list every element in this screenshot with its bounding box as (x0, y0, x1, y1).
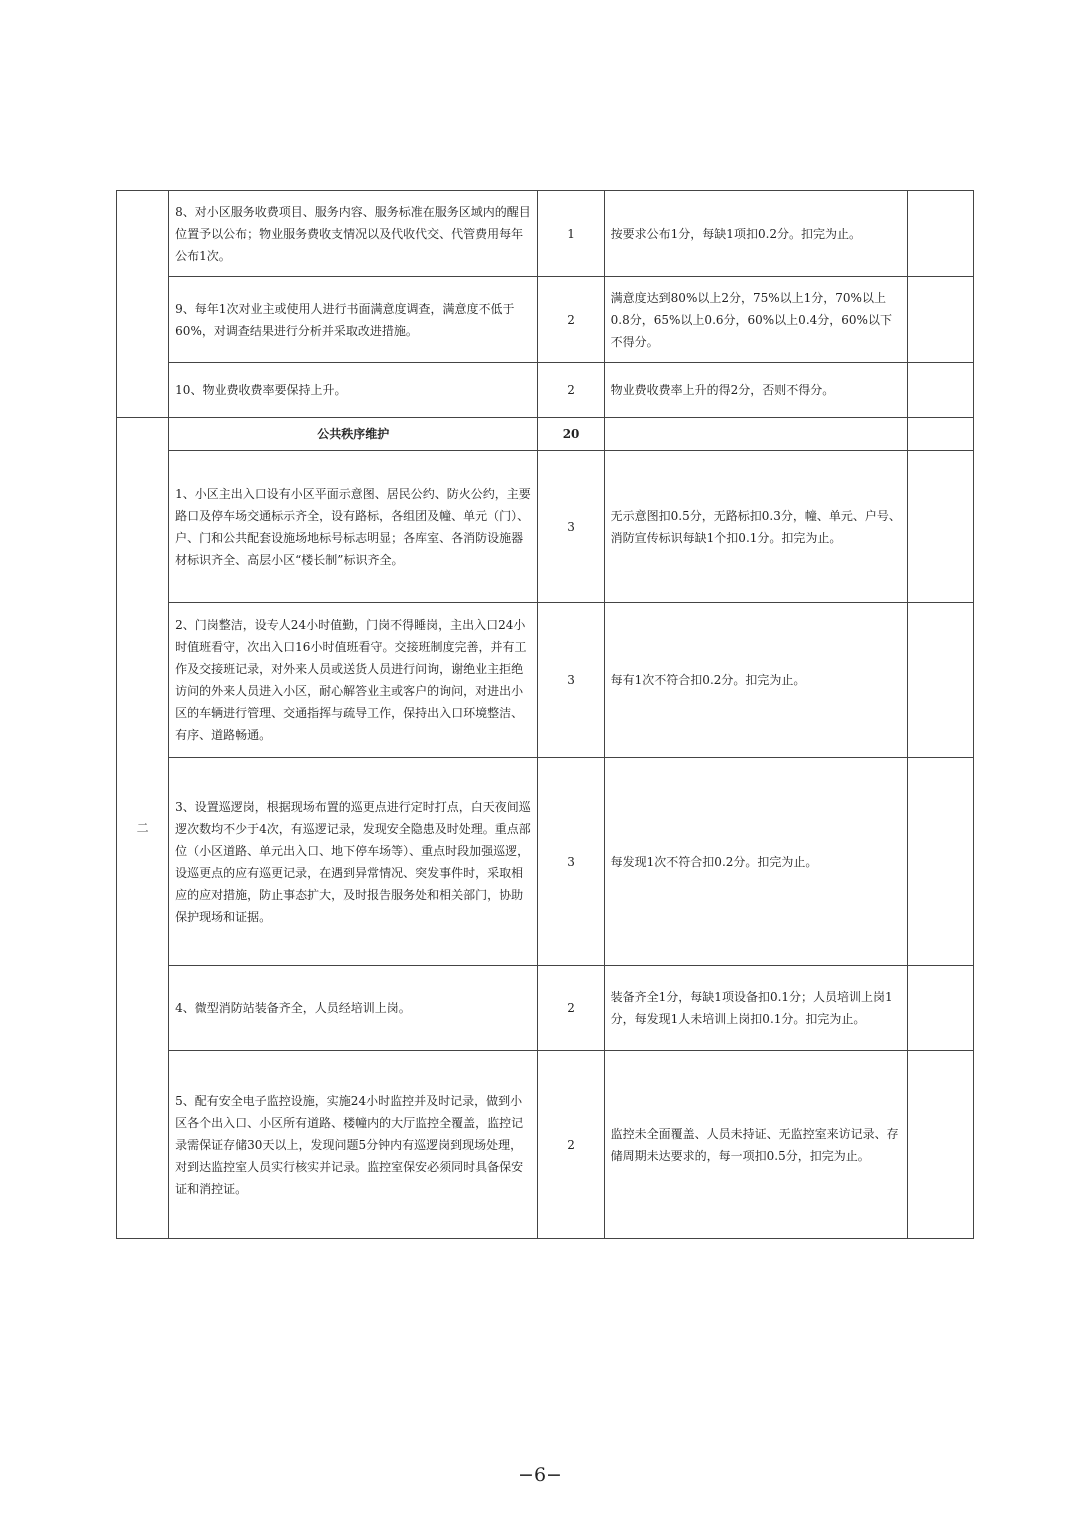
item-content (169, 451, 538, 603)
item-score (538, 1051, 604, 1239)
table-row (117, 363, 974, 418)
item-criteria (604, 603, 907, 758)
blank-cell (907, 277, 973, 363)
item-criteria-text: 满意度达到80%以上2分，75%以上1分，70%以上0.8分，65%以上0.6分，60%以上0.4分，60%以下不得分。 (610, 290, 892, 349)
item-score-text: 1 (567, 226, 575, 241)
item-score-text: 3 (567, 519, 575, 534)
item-score (538, 603, 604, 758)
blank-cell (907, 1051, 973, 1239)
table-row (117, 603, 974, 758)
item-content-text: 3、设置巡逻岗，根据现场布置的巡更点进行定时打点，白天夜间巡逻次数均不少于4次，有巡逻记录，发现安全隐患及时处理。重点部位（小区道路、单元出入口、地下停车场等）、重点时段加强巡逻，设巡更点的应有巡更记录，在遇到异常情况、突发事件时，采取相应的应对措施，防止事态扩大，及时报告服务处和相关部门，协助保护现场和证据。 (175, 799, 531, 924)
item-score-text: 3 (567, 673, 575, 687)
blank-cell (604, 418, 907, 451)
blank-cell (907, 603, 973, 758)
item-score-text: 2 (567, 383, 575, 397)
item-content (169, 277, 538, 363)
item-score-text: 2 (567, 1001, 575, 1015)
table-row (117, 191, 974, 277)
section-header-row (117, 418, 974, 451)
section-title: 公共秩序维护 (169, 418, 538, 451)
item-criteria-text: 按要求公布1分，每缺1项扣0.2分。扣完为止。 (610, 226, 862, 241)
blank-cell (907, 418, 973, 451)
item-criteria-text: 每有1次不符合扣0.2分。扣完为止。 (610, 673, 806, 687)
blank-cell (907, 966, 973, 1051)
section-number-cell (117, 191, 169, 418)
item-content-text: 9、每年1次对业主或使用人进行书面满意度调查，满意度不低于60%，对调查结果进行分析并采取改进措施。 (175, 301, 515, 338)
blank-cell (907, 191, 973, 277)
item-criteria (604, 758, 907, 966)
item-content-text: 4、微型消防站装备齐全，人员经培训上岗。 (175, 1001, 411, 1015)
section-total-score: 20 (538, 418, 604, 451)
item-criteria (604, 363, 907, 418)
blank-cell (907, 758, 973, 966)
item-criteria-text: 每发现1次不符合扣0.2分。扣完为止。 (610, 854, 818, 869)
item-score-text: 3 (567, 854, 575, 869)
item-score (538, 451, 604, 603)
table-row (117, 966, 974, 1051)
table-row (117, 277, 974, 363)
item-criteria (604, 277, 907, 363)
item-score (538, 758, 604, 966)
item-criteria-text: 装备齐全1分，每缺1项设备扣0.1分；人员培训上岗1分，每发现1人未培训上岗扣0.1分。扣完为止。 (610, 990, 893, 1026)
item-content-text: 8、对小区服务收费项目、服务内容、服务标准在服务区域内的醒目位置予以公布；物业服务费收支情况以及代收代交、代管费用每年公布1次。 (175, 204, 531, 263)
item-criteria-text: 无示意图扣0.5分，无路标扣0.3分，幢、单元、户号、消防宣传标识每缺1个扣0.1分。扣完为止。 (610, 508, 901, 545)
scoring-table (116, 190, 974, 1239)
table-row (117, 451, 974, 603)
item-content (169, 363, 538, 418)
item-score-text: 2 (567, 1137, 575, 1152)
item-score (538, 966, 604, 1051)
item-score (538, 277, 604, 363)
item-content (169, 603, 538, 758)
section-number: 二 (117, 418, 169, 1239)
page-number: −6− (518, 1464, 562, 1486)
item-criteria (604, 966, 907, 1051)
item-content (169, 1051, 538, 1239)
table-row (117, 1051, 974, 1239)
item-criteria-text: 监控未全面覆盖、人员未持证、无监控室来访记录、存储周期未达要求的，每一项扣0.5分，扣完为止。 (610, 1126, 899, 1163)
item-score-text: 2 (567, 312, 575, 327)
item-content (169, 191, 538, 277)
table-row (117, 758, 974, 966)
item-content-text: 1、小区主出入口设有小区平面示意图、居民公约、防火公约，主要路口及停车场交通标示齐全，设有路标，各组团及幢、单元（门）、户、门和公共配套设施场地标号标志明显；各库室、各消防设施器材标识齐全、高层小区“楼长制”标识齐全。 (175, 486, 531, 567)
item-content (169, 966, 538, 1051)
item-criteria (604, 1051, 907, 1239)
item-criteria (604, 191, 907, 277)
item-content (169, 758, 538, 966)
blank-cell (907, 363, 973, 418)
item-score (538, 191, 604, 277)
item-score (538, 363, 604, 418)
item-criteria-text: 物业费收费率上升的得2分，否则不得分。 (610, 383, 835, 397)
blank-cell (907, 451, 973, 603)
item-criteria (604, 451, 907, 603)
item-content-text: 10、物业费收费率要保持上升。 (175, 383, 347, 397)
item-content-text: 5、配有安全电子监控设施，实施24小时监控并及时记录，做到小区各个出入口、小区所有道路、楼幢内的大厅监控全覆盖，监控记录需保证存储30天以上，发现问题5分钟内有巡逻岗到现场处理，对到达监控室人员实行核实并记录。监控室保安必须同时具备保安证和消控证。 (175, 1093, 524, 1196)
item-content-text: 2、门岗整洁，设专人24小时值勤，门岗不得睡岗，主出入口24小时值班看守，次出入口16小时值班看守。交接班制度完善，并有工作及交接班记录，对外来人员或送货人员进行问询，谢绝业主拒绝访问的外来人员进入小区，耐心解答业主或客户的询问，对进出小区的车辆进行管理、交通指挥与疏导工作，保持出入口环境整洁、有序、道路畅通。 (175, 618, 527, 742)
